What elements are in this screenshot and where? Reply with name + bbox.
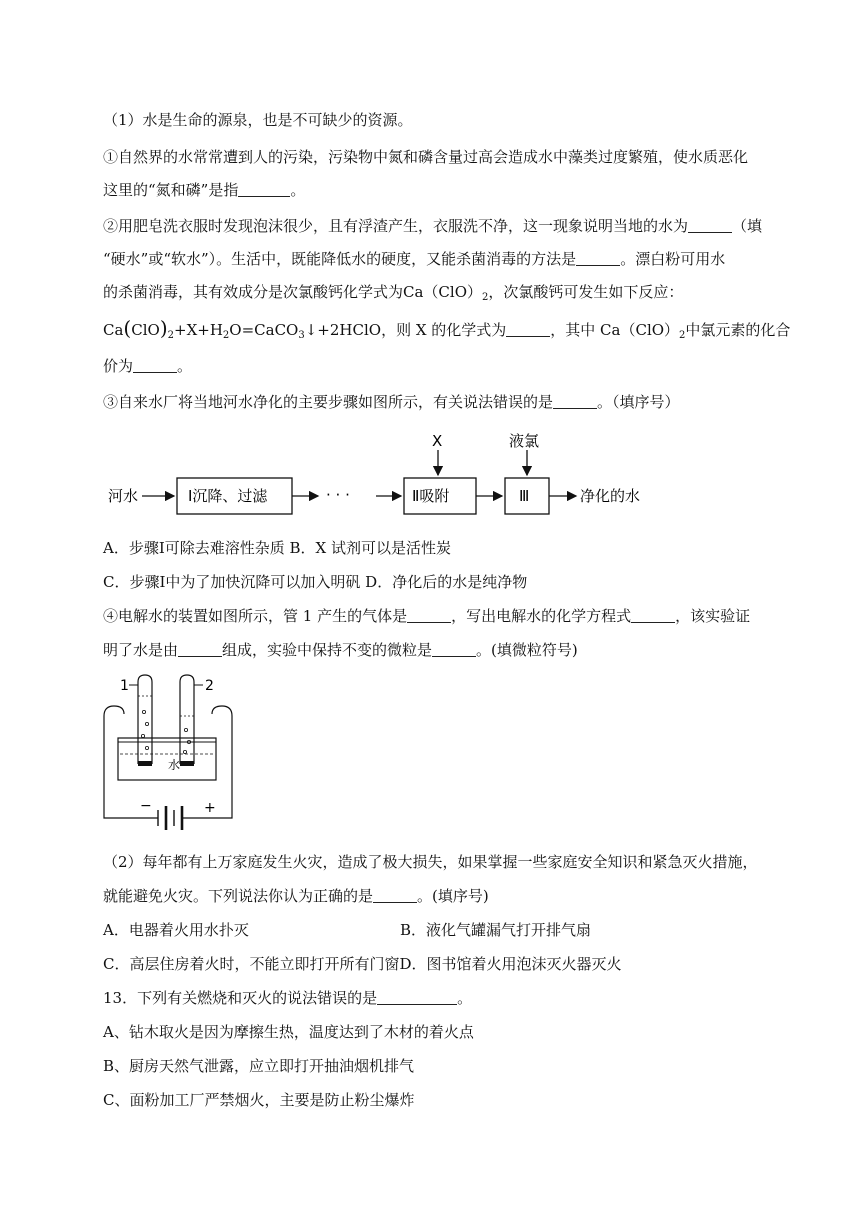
answer-blank[interactable] — [576, 251, 620, 266]
q1-p2-line2: “硬水”或“软水”）。生活中，既能降低水的硬度，又能杀菌消毒的方法是 。漂白粉可用水 — [103, 250, 726, 268]
electrolysis-apparatus-diagram — [100, 672, 240, 834]
bubble — [141, 734, 144, 737]
flow-output-label: 净化的水 — [580, 487, 641, 505]
flow-step3-label: Ⅲ — [519, 487, 530, 505]
q1-p2-line5: 价为 。 — [103, 357, 193, 375]
answer-blank[interactable] — [432, 642, 476, 657]
answer-blank[interactable] — [178, 642, 222, 657]
battery-minus-label: − — [140, 798, 152, 814]
battery-plus-label: + — [204, 800, 216, 816]
water-purification-flow-diagram — [100, 428, 660, 524]
answer-blank[interactable] — [688, 218, 732, 233]
bubble — [183, 750, 186, 753]
tube-1-label: 1 — [120, 678, 129, 694]
q1-p2-line1: ②用肥皂洗衣服时发现泡沫很少，且有浮渣产生，衣服洗不净，这一现象说明当地的水为 （填 — [103, 217, 763, 235]
bubble — [145, 746, 148, 749]
q1-p3-stem: ③自来水厂将当地河水净化的主要步骤如图所示，有关说法错误的是 。（填序号） — [103, 393, 680, 411]
q1-p1-line2: 这里的“氮和磷”是指 。 — [103, 181, 306, 199]
q13-option-c: C、面粉加工厂严禁烟火，主要是防止粉尘爆炸 — [103, 1091, 415, 1109]
flow-chlorine-label: 液氯 — [509, 432, 540, 450]
q13-option-a: A、钻木取火是因为摩擦生热，温度达到了木材的着火点 — [103, 1023, 474, 1041]
q1-intro: （1）水是生命的源泉，也是不可缺少的资源。 — [103, 111, 413, 129]
bubble — [142, 710, 145, 713]
q1-p4-line2: 明了水是由 组成，实验中保持不变的微粒是 。(填微粒符号) — [103, 641, 578, 659]
q2-option-a: A．电器着火用水扑灭 — [103, 921, 249, 939]
water-vessel — [118, 738, 216, 780]
q1-p2-line3: 的杀菌消毒，其有效成分是次氯酸钙化学式为$Ca(ClO)_2$，次氯酸钙可发生如下反应： — [103, 283, 684, 303]
q1-p3-options-cd: C．步骤Ⅰ中为了加快沉降可以加入明矾 D．净化后的水是纯净物 — [103, 573, 528, 591]
chemical-equation: $Ca(ClO)_2+X+H_2O=CaCO_3↓+2HClO$ — [103, 316, 382, 341]
answer-blank[interactable] — [133, 358, 177, 373]
q1-p4-line1: ④电解水的装置如图所示，管 1 产生的气体是 ，写出电解水的化学方程式 ，该实验证 — [103, 607, 751, 625]
flow-river-label: 河水 — [108, 487, 139, 505]
q13-stem: 13．下列有关燃烧和灭火的说法错误的是 。 — [103, 989, 473, 1007]
q1-equation-line: $Ca(ClO)_2+X+H_2O=CaCO_3↓+2HClO$，则 X 的化学式为 ，其中 $Ca(ClO)_2$中氯元素的化合 — [103, 316, 791, 341]
q2-option-d: D．图书馆着火用泡沫灭火器灭火 — [399, 955, 622, 973]
q2-option-b: B．液化气罐漏气打开排气扇 — [400, 921, 592, 939]
electrode — [180, 761, 194, 766]
water-label: 水 — [168, 758, 181, 772]
answer-blank[interactable] — [631, 608, 675, 623]
q1-p3-options-ab: A．步骤Ⅰ可除去难溶性杂质 B．X 试剂可以是活性炭 — [103, 539, 451, 557]
flow-x-label: X — [432, 432, 443, 450]
flow-step1-label: Ⅰ沉降、过滤 — [188, 487, 268, 505]
flow-step2-label: Ⅱ吸附 — [412, 487, 450, 505]
bubble — [145, 722, 148, 725]
flow-dots: · · · — [326, 486, 350, 504]
tube-2-label: 2 — [205, 678, 214, 694]
electrode — [138, 761, 152, 766]
bubble — [184, 728, 187, 731]
answer-blank[interactable] — [407, 608, 451, 623]
tube-2 — [180, 675, 194, 764]
q2-line2: 就能避免火灾。下列说法你认为正确的是 。(填序号) — [103, 887, 489, 905]
tube-1 — [138, 675, 152, 764]
q2-option-c: C．高层住房着火时，不能立即打开所有门窗 — [103, 955, 400, 973]
q2-options-ab — [103, 920, 763, 940]
answer-blank[interactable] — [553, 394, 597, 409]
answer-blank[interactable] — [506, 322, 550, 337]
answer-blank[interactable] — [373, 888, 417, 903]
q1-p1-line1: ①自然界的水常常遭到人的污染，污染物中氮和磷含量过高会造成水中藻类过度繁殖，使水质恶化 — [103, 148, 749, 166]
q13-option-b: B、厨房天然气泄露，应立即打开抽油烟机排气 — [103, 1057, 415, 1075]
q2-options-cd — [103, 954, 622, 974]
answer-blank[interactable] — [238, 182, 290, 197]
q2-line1: （2）每年都有上万家庭发生火灾，造成了极大损失，如果掌握一些家庭安全知识和紧急灭火措施， — [103, 853, 758, 871]
answer-blank[interactable] — [377, 990, 457, 1005]
